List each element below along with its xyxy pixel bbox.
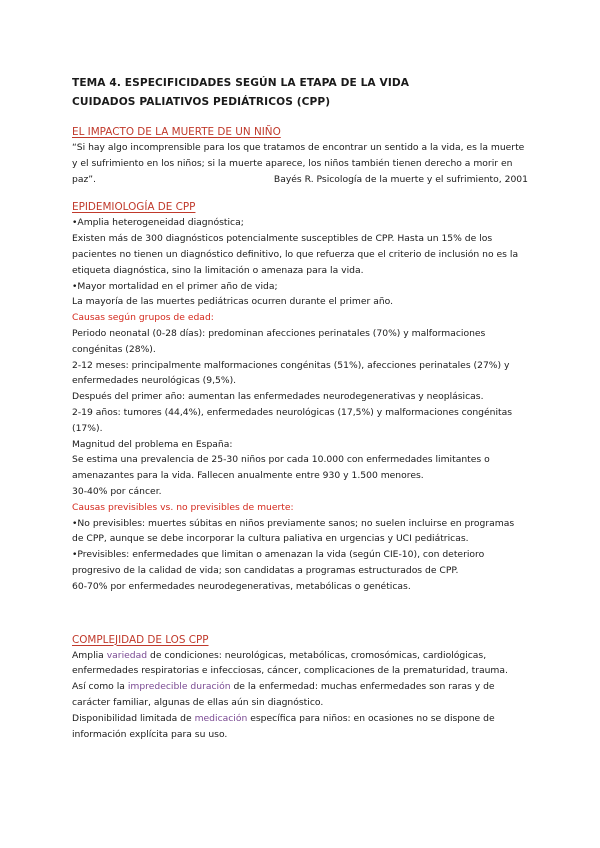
section-heading-complejidad: COMPLEJIDAD DE LOS CPP — [72, 633, 209, 646]
epidemiologia-block-c — [72, 516, 528, 595]
body-line: La mayoría de las muertes pediátricas ocurren durante el primer año. — [72, 296, 394, 308]
body-line: (17%). — [72, 422, 103, 434]
document-title-line-2: CUIDADOS PALIATIVOS PEDIÁTRICOS (CPP) — [72, 96, 331, 108]
subheading-causas-edad: Causas según grupos de edad: — [72, 312, 214, 324]
body-line: •No previsibles: muertes súbitas en niños previamente sanos; no suelen incluirse en programas — [72, 517, 515, 529]
quote-line: y el sufrimiento en los niños; si la muerte aparece, los niños también tienen derecho a morir en — [72, 157, 513, 169]
quote-line-end: paz”. — [72, 173, 96, 185]
body-line: pacientes no tienen un diagnóstico definitivo, lo que refuerza que el criterio de inclusión no es la — [72, 248, 519, 260]
body-line: •Previsibles: enfermedades que limitan o amenazan la vida (según CIE-10), con deterioro — [72, 549, 485, 561]
document-title-line-1: TEMA 4. ESPECIFICIDADES SEGÚN LA ETAPA DE LA VIDA — [72, 77, 410, 89]
highlight-medicacion: medicación — [194, 712, 248, 724]
complejidad-block — [72, 648, 528, 743]
text-run: Disponibilidad limitada de — [72, 712, 195, 724]
epidemiologia-block-b — [72, 326, 528, 500]
highlight-impredecible-duracion: impredecible duración — [127, 681, 231, 693]
highlight-variedad: variedad — [106, 649, 148, 661]
body-line: congénitas (28%). — [72, 343, 156, 355]
text-run: Así como la — [72, 681, 128, 693]
body-line: •Mayor mortalidad en el primer año de vida; — [72, 280, 278, 292]
subheading-causas-previsibles: Causas previsibles vs. no previsibles de muerte: — [72, 501, 294, 513]
text-run: específica para niños: en ocasiones no se dispone de — [247, 712, 495, 724]
section-heading-epidemiologia: EPIDEMIOLOGÍA DE CPP — [72, 201, 196, 214]
quote-line: “Si hay algo incomprensible para los que tratamos de encontrar un sentido a la vida, es la muerte — [72, 142, 525, 153]
text-run: de la enfermedad: muchas enfermedades son raras y de — [230, 681, 495, 693]
quote-citation: Bayés R. Psicología de la muerte y el sufrimiento, 2001 — [273, 173, 528, 185]
text-run: Amplia — [72, 649, 107, 661]
body-line: información explícita para su uso. — [72, 728, 228, 740]
body-line: 2-12 meses: principalmente malformaciones congénitas (51%), afecciones perinatales (27%) y — [72, 359, 510, 371]
body-line — [72, 648, 528, 664]
document-content — [72, 74, 528, 742]
body-line: 2-19 años: tumores (44,4%), enfermedades neurológicas (17,5%) y malformaciones congénitas — [72, 406, 513, 418]
section-heading-impacto: EL IMPACTO DE LA MUERTE DE UN NIÑO — [72, 126, 281, 138]
body-line: carácter familiar, algunas de ellas aún sin diagnóstico. — [72, 696, 324, 708]
quote-block — [72, 140, 528, 187]
body-line: progresivo de la calidad de vida; son candidatas a programas estructurados de CPP. — [72, 564, 459, 576]
body-line: de CPP, aunque se debe incorporar la cultura paliativa en urgencias y UCI pediátricas. — [72, 533, 469, 545]
body-line: 60-70% por enfermedades neurodegenerativas, metabólicas o genéticas. — [72, 580, 411, 592]
body-line: Existen más de 300 diagnósticos potencialmente susceptibles de CPP. Hasta un 15% de los — [72, 233, 493, 245]
body-line: enfermedades neurológicas (9,5%). — [72, 375, 237, 387]
body-line: 30-40% por cáncer. — [72, 485, 162, 497]
body-line — [72, 679, 528, 695]
body-line — [72, 711, 528, 727]
body-line: etiqueta diagnóstica, sino la limitación o amenaza para la vida. — [72, 264, 364, 276]
body-line: Se estima una prevalencia de 25-30 niños por cada 10.000 con enfermedades limitantes o — [72, 454, 490, 466]
body-line: Magnitud del problema en España: — [72, 438, 233, 450]
body-line: enfermedades respiratorias e infecciosas, cáncer, complicaciones de la prematuridad, trauma. — [72, 665, 508, 677]
epidemiologia-block-a — [72, 215, 528, 310]
quote-line-last — [72, 172, 528, 188]
body-line: Periodo neonatal (0-28 días): predominan afecciones perinatales (70%) y malformaciones — [72, 327, 486, 339]
text-run: de condiciones: neurológicas, metabólicas, cromosómicas, cardiológicas, — [147, 649, 487, 661]
body-line: Después del primer año: aumentan las enfermedades neurodegenerativas y neoplásicas. — [72, 391, 484, 403]
body-line: amenazantes para la vida. Fallecen anualmente entre 930 y 1.500 menores. — [72, 470, 424, 482]
body-line: •Amplia heterogeneidad diagnóstica; — [72, 217, 244, 229]
